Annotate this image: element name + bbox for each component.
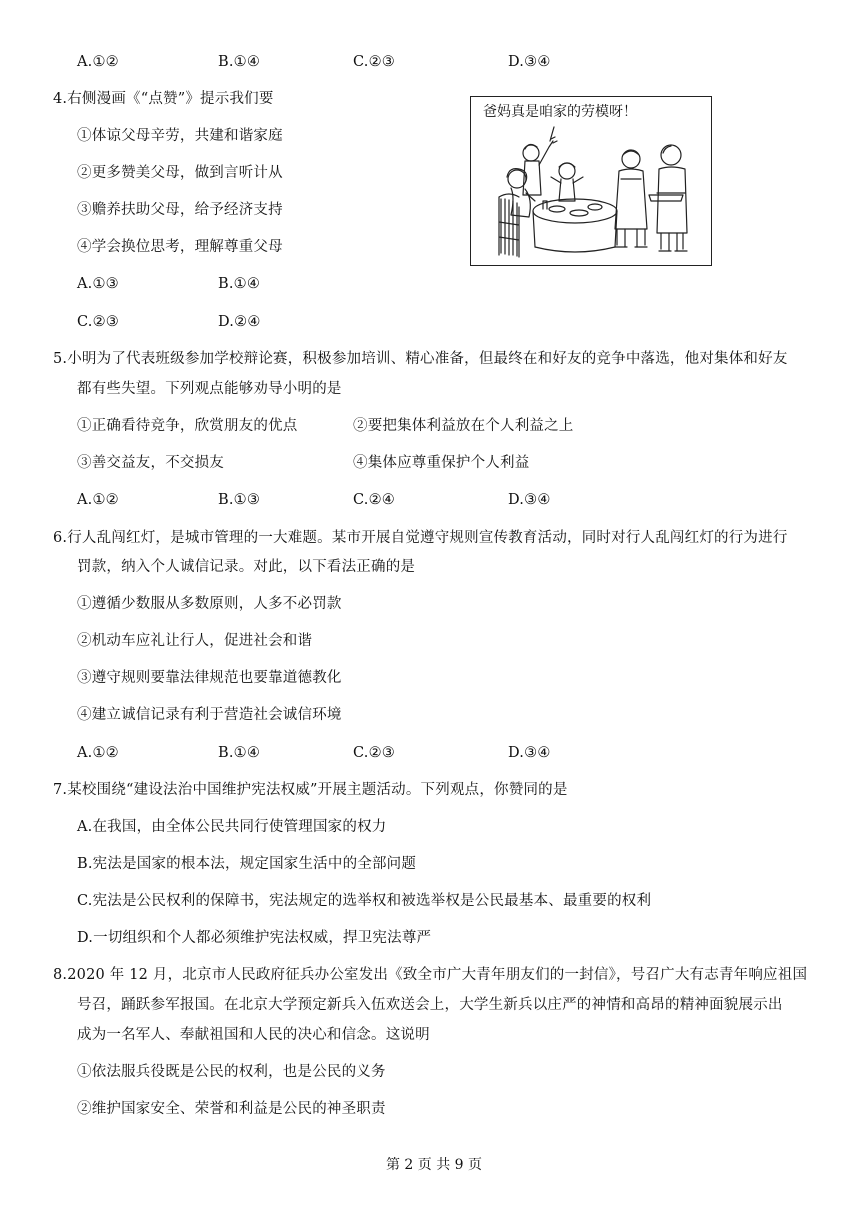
q3-option-a: A.①②	[77, 54, 119, 70]
cartoon-dianzan	[470, 96, 712, 266]
q8-item-2: ②维护国家安全、荣誉和利益是公民的神圣职责	[77, 1101, 386, 1117]
q4-item-4: ④学会换位思考，理解尊重父母	[77, 239, 283, 255]
q6-item-2: ②机动车应礼让行人，促进社会和谐	[77, 633, 313, 649]
q6-option-c: C.②③	[353, 745, 395, 761]
q8-stem-line2: 号召，踊跃参军报国。在北京大学预定新兵入伍欢送会上，大学生新兵以庄严的神情和高昂的精神面貌展示出	[77, 997, 783, 1013]
q4-option-c: C.②③	[77, 314, 119, 330]
q5-item-2: ②要把集体利益放在个人利益之上	[353, 418, 574, 434]
q7-option-d: D.一切组织和个人都必须维护宪法权威，捍卫宪法尊严	[77, 930, 432, 946]
q5-option-d: D.③④	[508, 492, 551, 508]
q7-option-b: B.宪法是国家的根本法，规定国家生活中的全部问题	[77, 856, 417, 872]
q4-option-d: D.②④	[218, 314, 261, 330]
q5-item-4: ④集体应尊重保护个人利益	[353, 455, 530, 471]
q3-option-d: D.③④	[508, 54, 551, 70]
q6-stem-line1: 6.行人乱闯红灯，是城市管理的一大难题。某市开展自觉遵守规则宣传教育活动，同时对行人乱闯红灯的行为进行	[53, 530, 788, 546]
q4-stem: 4.右侧漫画《“点赞”》提示我们要	[53, 91, 274, 107]
q7-option-c: C.宪法是公民权利的保障书，宪法规定的选举权和被选举权是公民最基本、最重要的权利	[77, 893, 652, 909]
cartoon-drawing	[471, 97, 711, 265]
q4-option-a: A.①③	[77, 276, 119, 292]
q7-option-a: A.在我国，由全体公民共同行使管理国家的权力	[77, 819, 387, 835]
q6-item-1: ①遵循少数服从多数原则，人多不必罚款	[77, 596, 342, 612]
q4-item-2: ②更多赞美父母，做到言听计从	[77, 165, 283, 181]
q6-item-4: ④建立诚信记录有利于营造社会诚信环境	[77, 707, 342, 723]
q5-option-a: A.①②	[77, 492, 119, 508]
q5-stem-line1: 5.小明为了代表班级参加学校辩论赛，积极参加培训、精心准备，但最终在和好友的竞争中落选，他对集体和好友	[53, 351, 788, 367]
q3-option-b: B.①④	[218, 54, 261, 70]
q8-stem-line1: 8.2020 年 12 月，北京市人民政府征兵办公室发出《致全市广大青年朋友们的一封信》，号召广大有志青年响应祖国	[53, 967, 808, 983]
q5-item-1: ①正确看待竞争，欣赏朋友的优点	[77, 418, 298, 434]
q6-option-b: B.①④	[218, 745, 261, 761]
q6-item-3: ③遵守规则要靠法律规范也要靠道德教化	[77, 670, 342, 686]
q7-stem: 7.某校围绕“建设法治中国维护宪法权威”开展主题活动。下列观点，你赞同的是	[53, 782, 568, 798]
q5-stem-line2: 都有些失望。下列观点能够劝导小明的是	[77, 381, 342, 397]
q4-item-3: ③赡养扶助父母，给予经济支持	[77, 202, 283, 218]
page-footer: 第 2 页 共 9 页	[385, 1157, 483, 1173]
q5-item-3: ③善交益友，不交损友	[77, 455, 224, 471]
q4-option-b: B.①④	[218, 276, 261, 292]
q4-item-1: ①体谅父母辛劳，共建和谐家庭	[77, 128, 283, 144]
q6-option-d: D.③④	[508, 745, 551, 761]
q8-stem-line3: 成为一名军人、奉献祖国和人民的决心和信念。这说明	[77, 1027, 430, 1043]
q6-stem-line2: 罚款，纳入个人诚信记录。对此，以下看法正确的是	[77, 559, 416, 575]
q3-option-c: C.②③	[353, 54, 395, 70]
q6-option-a: A.①②	[77, 745, 119, 761]
q5-option-c: C.②④	[353, 492, 395, 508]
cartoon-caption: 爸妈真是咱家的劳模呀！	[483, 104, 637, 120]
q8-item-1: ①依法服兵役既是公民的权利，也是公民的义务	[77, 1064, 386, 1080]
q5-option-b: B.①③	[218, 492, 261, 508]
